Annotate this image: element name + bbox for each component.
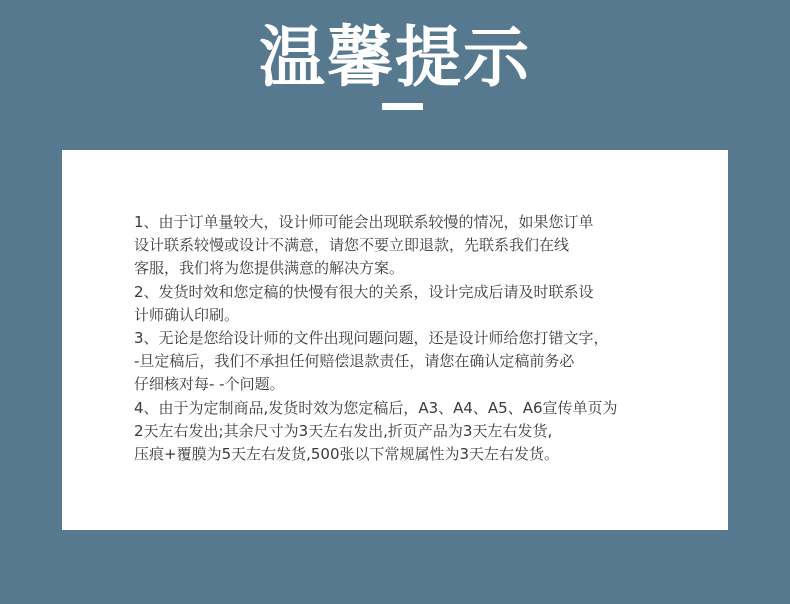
notice-line: 2天左右发出;其余尺寸为3天左右发出,折页产品为3天左右发货,: [134, 421, 553, 440]
notice-line: 3、无论是您给设计师的文件出现问题问题，还是设计师给您打错文字，: [134, 329, 609, 348]
notice-line: 1、由于订单量较大，设计师可能会出现联系较慢的情况，如果您订单: [134, 213, 594, 231]
notice-line: -旦定稿后，我们不承担任何赔偿退款责任，请您在确认定稿前务必: [134, 352, 575, 371]
title-underline-divider: [382, 103, 423, 110]
notice-line: 仔细核对每- -个问题。: [134, 375, 285, 394]
notice-line: 压痕+覆膜为5天左右发货,500张以下常规属性为3天左右发货。: [134, 445, 560, 464]
notice-line: 4、由于为定制商品,发货时效为您定稿后，A3、A4、A5、A6宣传单页为: [134, 398, 618, 417]
page-title: 温馨提示: [259, 19, 531, 96]
notice-text-block: [134, 211, 654, 466]
notice-line: 设计联系较慢或设计不满意，请您不要立即退款，先联系我们在线: [134, 236, 570, 255]
notice-line: 2、发货时效和您定稿的快慢有很大的关系，设计完成后请及时联系设: [134, 282, 594, 301]
notice-line: 客服，我们将为您提供满意的解决方案。: [134, 259, 405, 278]
notice-line: 计师确认印刷。: [134, 305, 240, 324]
